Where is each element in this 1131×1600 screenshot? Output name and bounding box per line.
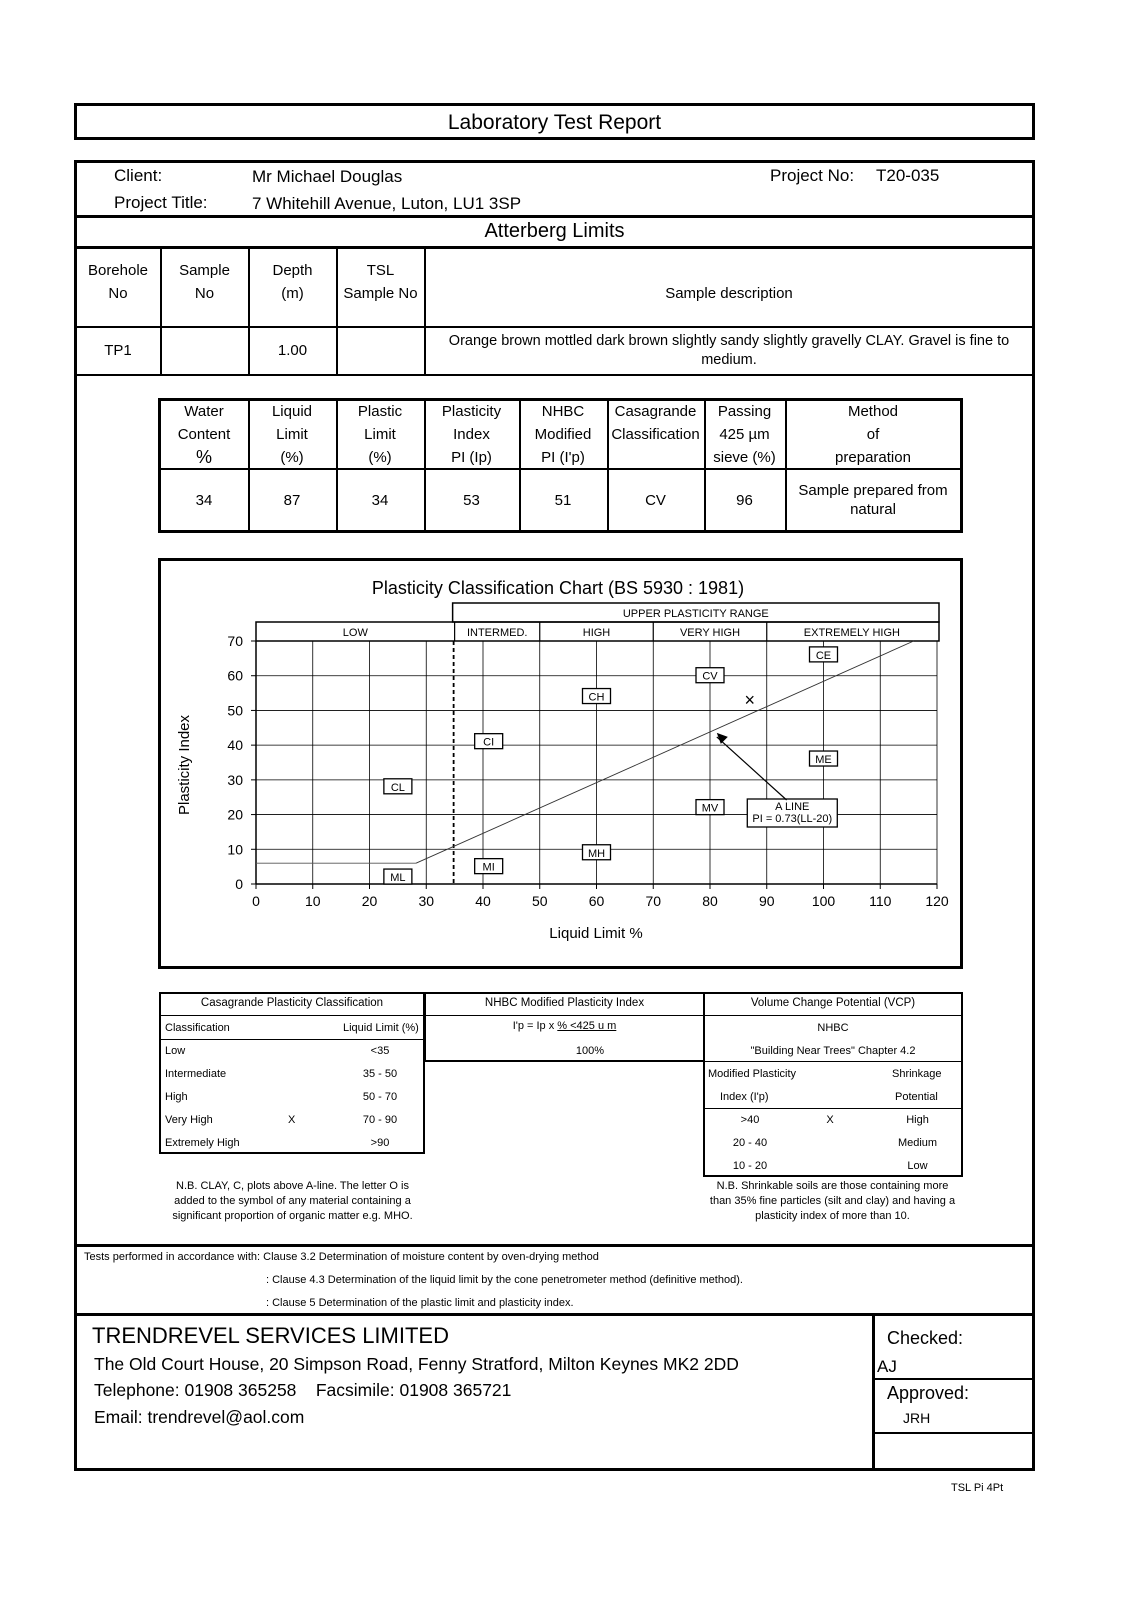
results-header: (%) xyxy=(368,449,392,466)
company-address: The Old Court House, 20 Simpson Road, Fenny Stratford, Milton Keynes MK2 2DD xyxy=(94,1354,739,1374)
results-header: 425 µm xyxy=(719,426,770,443)
results-method: Sample prepared from xyxy=(798,482,948,499)
project-title-label: Project Title: xyxy=(114,193,208,212)
vcp-note-2: than 35% fine particles (silt and clay) and having a xyxy=(709,1195,956,1207)
casagrande-note: N.B. CLAY, C, plots above A-line. The letter O is xyxy=(176,1180,409,1192)
tests-line-3: : Clause 5 Determination of the plastic limit and plasticity index. xyxy=(266,1297,574,1309)
casagrande-row-mark: X xyxy=(288,1114,296,1126)
results-header: Classification xyxy=(611,426,700,443)
x-tick-label: 90 xyxy=(758,893,775,909)
y-tick-label: 30 xyxy=(227,771,243,788)
vcp-row-range: 10 - 20 xyxy=(732,1160,768,1172)
casagrande-row-name: Low xyxy=(165,1045,186,1057)
results-header: Plasticity xyxy=(441,403,502,420)
results-header: Index xyxy=(453,426,490,443)
a-line-label: A LINE xyxy=(775,801,810,813)
vcp-row-range: >40 xyxy=(740,1114,760,1126)
range-label: LOW xyxy=(342,627,368,639)
nhbc-formula xyxy=(425,1020,704,1032)
hdr-depth: Depth xyxy=(272,262,313,279)
section-title: Atterberg Limits xyxy=(484,220,625,242)
zone-label: CE xyxy=(815,649,832,662)
approved-label: Approved: xyxy=(887,1383,970,1403)
zone-label: MV xyxy=(701,802,719,815)
range-label: INTERMED. xyxy=(466,627,528,639)
vcp-head-left: Modified Plasticity xyxy=(708,1068,797,1080)
results-header: PI (I'p) xyxy=(541,449,585,466)
zone-label: ML xyxy=(390,872,406,885)
a-line-formula: PI = 0.73(LL-20) xyxy=(752,813,833,825)
results-header: Modified xyxy=(534,426,592,443)
x-tick-label: 120 xyxy=(925,893,949,909)
footer-code: TSL Pi 4Pt xyxy=(951,1482,1004,1494)
results-header: (%) xyxy=(280,449,304,466)
report-title: Laboratory Test Report xyxy=(447,111,662,134)
divider xyxy=(704,1108,962,1109)
casagrande-row-name: Extremely High xyxy=(165,1137,240,1149)
y-tick-label: 10 xyxy=(227,841,243,858)
divider xyxy=(874,1378,1033,1380)
results-value: 34 xyxy=(371,492,389,509)
y-tick-label: 0 xyxy=(235,876,243,892)
x-tick-label: 50 xyxy=(531,893,548,909)
y-axis-label: Plasticity Index xyxy=(176,714,193,816)
vcp-row-potential: Medium xyxy=(897,1137,938,1149)
range-label: HIGH xyxy=(582,627,611,639)
results-header: Content xyxy=(177,426,231,443)
company-name: TRENDREVEL SERVICES LIMITED xyxy=(92,1323,449,1348)
casagrande-row-range: 35 - 50 xyxy=(362,1068,398,1080)
casagrande-row-range: 70 - 90 xyxy=(362,1114,398,1126)
casagrande-row-range: <35 xyxy=(370,1045,390,1057)
cell-depth: 1.00 xyxy=(277,342,308,359)
casagrande-row-range: 50 - 70 xyxy=(362,1091,398,1103)
results-value: 53 xyxy=(463,492,480,509)
results-header: % xyxy=(195,447,212,467)
casagrande-note-2: added to the symbol of any material containing a xyxy=(174,1195,411,1207)
results-header: PI (Ip) xyxy=(451,449,492,466)
results-header: Liquid xyxy=(271,403,313,420)
results-header: Passing xyxy=(717,403,772,420)
zone-label: CH xyxy=(588,691,605,704)
y-tick-label: 70 xyxy=(227,633,243,649)
results-value: CV xyxy=(645,492,666,509)
vcp-head-right-2: Potential xyxy=(895,1091,938,1103)
results-header: Casagrande xyxy=(614,403,697,420)
client-label: Client: xyxy=(114,166,163,185)
zone-label: CI xyxy=(483,736,495,749)
nhbc-formula-denominator: 100% xyxy=(575,1045,605,1057)
casagrande-col2: Liquid Limit (%) xyxy=(343,1022,419,1034)
y-tick-label: 60 xyxy=(227,667,243,684)
nhbc-title: NHBC Modified Plasticity Index xyxy=(484,997,645,1009)
hdr-borehole: Borehole xyxy=(87,262,149,279)
divider xyxy=(704,1015,962,1016)
casagrande-title: Casagrande Plasticity Classification xyxy=(200,997,384,1009)
x-tick-label: 80 xyxy=(702,893,718,909)
x-tick-label: 60 xyxy=(588,893,605,909)
casagrande-row-range: >90 xyxy=(370,1137,390,1149)
vcp-row-potential: High xyxy=(906,1114,929,1126)
a-line-arrow xyxy=(717,737,787,800)
hdr-depth-2: (m) xyxy=(281,285,304,302)
x-tick-label: 70 xyxy=(645,893,662,909)
results-header: Limit xyxy=(364,426,396,443)
client-value: Mr Michael Douglas xyxy=(252,167,403,186)
x-tick-label: 100 xyxy=(811,893,836,909)
x-tick-label: 40 xyxy=(475,893,491,909)
results-value: 34 xyxy=(195,492,213,509)
vcp-head-right: Shrinkage xyxy=(892,1068,942,1080)
divider xyxy=(704,1061,962,1062)
results-header: Method xyxy=(847,403,899,420)
vcp-chapter: "Building Near Trees" Chapter 4.2 xyxy=(750,1045,916,1057)
results-header: preparation xyxy=(835,449,911,466)
x-tick-label: 30 xyxy=(418,893,435,909)
hdr-tsl-2: Sample No xyxy=(343,285,418,302)
nhbc-formula-prefix: I'p = Ip x xyxy=(512,1020,558,1032)
company-email: Email: trendrevel@aol.com xyxy=(94,1407,305,1427)
casagrande-row-name: Intermediate xyxy=(165,1068,227,1080)
range-label: VERY HIGH xyxy=(679,627,741,639)
results-header: of xyxy=(866,426,880,443)
casagrande-note-3: significant proportion of organic matter e.g. MHO. xyxy=(172,1210,413,1222)
vcp-head-left-2: Index (I'p) xyxy=(720,1091,769,1103)
casagrande-row-name: Very High xyxy=(165,1114,213,1126)
zone-label: ME xyxy=(815,754,832,767)
results-header: NHBC xyxy=(541,403,585,420)
x-tick-label: 20 xyxy=(361,893,378,909)
project-title-value: 7 Whitehill Avenue, Luton, LU1 3SP xyxy=(252,194,522,213)
vcp-row-mark: X xyxy=(826,1114,834,1126)
y-tick-label: 20 xyxy=(227,806,243,823)
hdr-sample: Sample xyxy=(179,262,230,279)
x-tick-label: 10 xyxy=(304,893,321,909)
x-tick-label: 110 xyxy=(869,893,892,909)
divider xyxy=(425,1015,704,1016)
range-label: EXTREMELY HIGH xyxy=(803,627,900,639)
divider xyxy=(872,1315,875,1469)
project-no-value: T20-035 xyxy=(876,166,940,185)
divider xyxy=(76,1313,1033,1316)
hdr-tsl: TSL xyxy=(366,262,395,279)
cell-description-2: medium. xyxy=(701,352,757,368)
vcp-title: Volume Change Potential (VCP) xyxy=(750,997,916,1009)
tests-line-1: Tests performed in accordance with: Clause 3.2 Determination of moisture content by oven-drying method xyxy=(84,1251,599,1263)
vcp-nhbc: NHBC xyxy=(817,1022,849,1034)
casagrande-col1: Classification xyxy=(165,1022,230,1034)
zone-label: MH xyxy=(587,847,606,860)
results-header: sieve (%) xyxy=(713,449,776,466)
vcp-row-range: 20 - 40 xyxy=(732,1137,768,1149)
vcp-table xyxy=(703,992,963,1177)
divider xyxy=(76,1244,1033,1247)
results-method: natural xyxy=(850,501,896,518)
sample-point: × xyxy=(744,690,755,711)
company-phone: Telephone: 01908 365258 Facsimile: 01908 365721 xyxy=(94,1380,512,1400)
upper-range-label: UPPER PLASTICITY RANGE xyxy=(622,608,769,620)
checked-value: AJ xyxy=(877,1357,897,1376)
zone-label: CV xyxy=(702,670,718,683)
hdr-sample-2: No xyxy=(194,285,215,302)
chart-title: Plasticity Classification Chart (BS 5930 : 1981) xyxy=(371,578,745,598)
approved-value: JRH xyxy=(903,1410,931,1426)
results-header: Limit xyxy=(276,426,308,443)
cell-borehole: TP1 xyxy=(104,342,132,359)
results-value: 96 xyxy=(736,492,753,509)
results-header: Plastic xyxy=(357,403,403,420)
divider xyxy=(160,1015,424,1016)
nhbc-formula-numerator: % <425 u m xyxy=(557,1020,617,1032)
zone-label: CL xyxy=(390,781,405,794)
y-tick-label: 40 xyxy=(227,737,243,754)
project-no-label: Project No: xyxy=(770,166,855,185)
x-axis-label: Liquid Limit % xyxy=(549,925,643,942)
results-header: Water xyxy=(184,403,224,420)
vcp-note: N.B. Shrinkable soils are those containing more xyxy=(716,1180,949,1192)
vcp-note-3: plasticity index of more than 10. xyxy=(755,1210,910,1222)
results-value: 51 xyxy=(554,492,572,509)
divider xyxy=(160,1039,424,1040)
zone-label: MI xyxy=(482,861,495,874)
y-tick-label: 50 xyxy=(227,702,243,719)
checked-label: Checked: xyxy=(887,1328,964,1348)
x-tick-label: 0 xyxy=(252,893,260,909)
casagrande-row-name: High xyxy=(165,1091,188,1103)
vcp-row-potential: Low xyxy=(907,1160,928,1172)
cell-description: Orange brown mottled dark brown slightly sandy slightly gravelly CLAY. Gravel is fine to xyxy=(448,333,1010,349)
tests-line-2: : Clause 4.3 Determination of the liquid limit by the cone penetrometer method (definitive method). xyxy=(266,1274,743,1286)
divider xyxy=(874,1432,1033,1434)
hdr-borehole-2: No xyxy=(108,285,128,302)
hdr-description: Sample description xyxy=(665,285,793,302)
results-value: 87 xyxy=(283,492,301,509)
a-line xyxy=(416,641,914,863)
